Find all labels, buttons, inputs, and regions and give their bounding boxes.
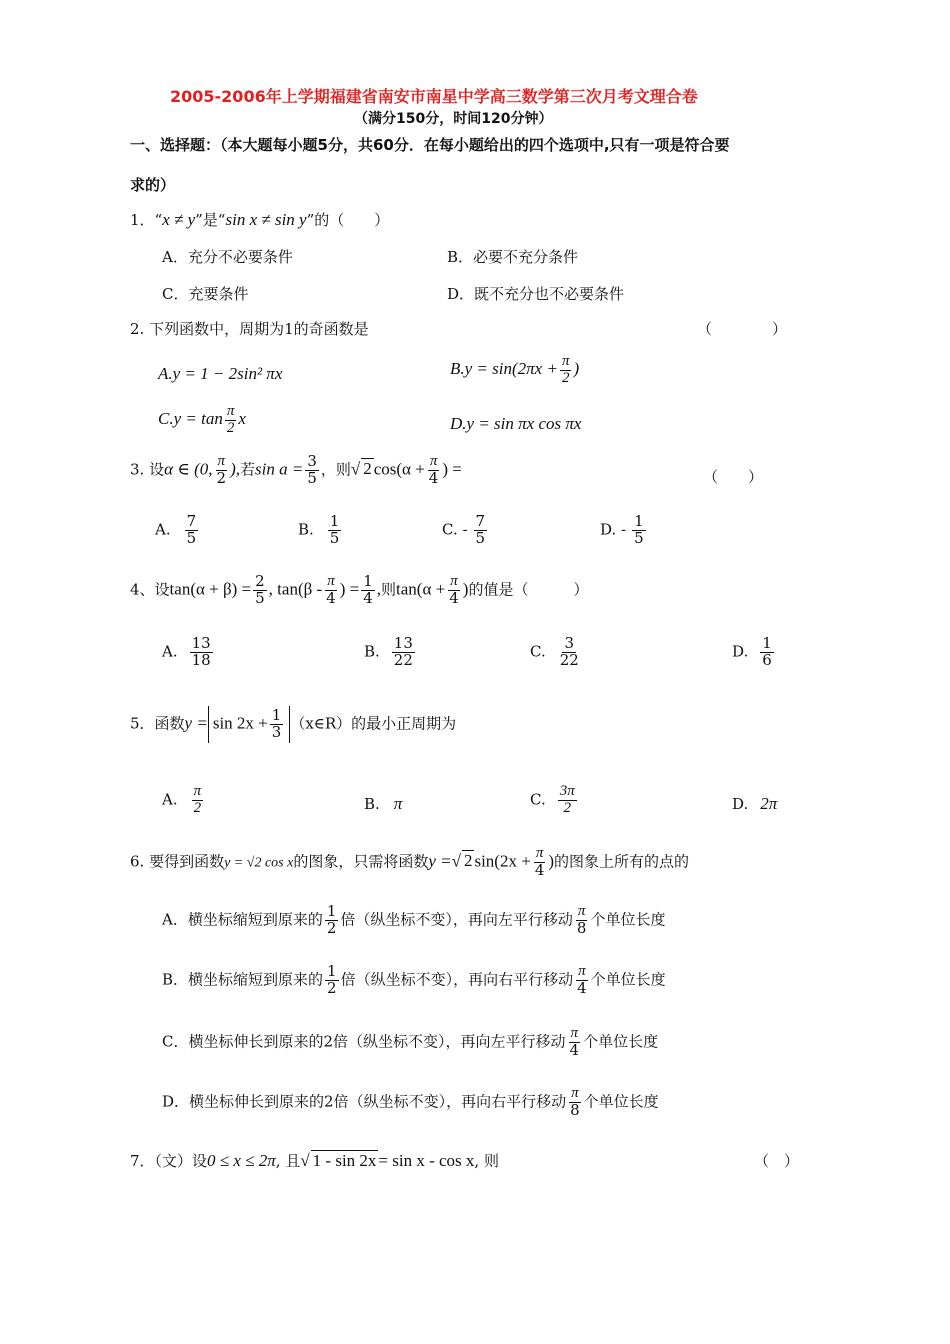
q5-option-c: C. $\frac{3\pi}{2}$ [530,783,575,816]
question-5: 5．函数y = sin 2x + $\frac{1}{3}$ （x∈R）的最小正周期为 [130,706,457,741]
fraction: $\frac{\pi}{8}$ [576,903,587,937]
q6-option-c: C．横坐标伸长到原来的2倍（纵坐标不变），再向左平行移动 $\frac{\pi}{4}$ 个单位长度 [162,1025,659,1059]
fraction: $\frac{1}{4}$ [363,572,373,607]
fraction: $\frac{1}{2}$ [326,902,337,937]
section-heading-line1: 一、选择题：（本大题每小题5分，共60分．在每小题给出的四个选项中,只有一项是符合要 [130,136,730,154]
fraction: $\frac{1}{5}$ [329,512,340,547]
question-3: 3. 设α ∈ (0, $\frac{\pi}{2}$ ),若sin a = $\frac{3}{5}$ ，则√ 2 cos(α + $\frac{\pi}{4}$ ) = [130,452,462,487]
q3-option-a: A. $\frac{7}{5}$ [155,512,197,547]
question-2: 2. 下列函数中，周期为1的奇函数是 [130,320,369,338]
fraction: $\frac{\pi}{4}$ [449,573,459,607]
fraction: $\frac{7}{5}$ [186,512,197,547]
fraction: $\frac{13}{22}$ [393,634,413,669]
fraction: $\frac{3}{22}$ [559,634,579,669]
q3-option-b: B. $\frac{1}{5}$ [298,512,340,547]
fraction: $\frac{\pi}{4}$ [326,573,336,607]
q4-option-d: D. $\frac{1}{6}$ [732,634,772,669]
q1-math-2: sin x ≠ sin y [225,210,307,229]
page-subtitle: （满分150分，时间120分钟） [354,111,553,127]
q4-option-c: C. $\frac{3}{22}$ [530,634,579,669]
fraction: $\frac{\pi}{2}$ [216,453,227,487]
fraction: $\frac{\pi}{2}$ [226,403,235,436]
question-4: 4、设tan(α + β) = $\frac{2}{5}$ , tan(β - $\frac{\pi}{4}$ ) = $\frac{1}{4}$ ,则tan(α + $\frac{\pi}{4}$ )的值是（ ） [130,572,589,607]
fraction: $\frac{1}{5}$ [634,512,644,547]
page-title: 2005-2006年上学期福建省南安市南星中学高三数学第三次月考文理合卷 [170,87,698,106]
q3-answer-paren: （ ） [703,468,764,486]
q2-option-a: A.y = 1 − 2sin² πx [158,364,283,383]
q5-option-a: A. $\frac{\pi}{2}$ [162,783,202,816]
q2-answer-paren: （ ） [697,320,788,338]
sqrt: 2 [463,851,473,871]
q3-option-c: C. - $\frac{7}{5}$ [442,512,486,547]
fraction: $\frac{\pi}{2}$ [193,783,202,816]
q6-option-b: B．横坐标缩短到原来的 $\frac{1}{2}$ 倍（纵坐标不变），再向右平行移动 $\frac{\pi}{4}$ 个单位长度 [162,962,666,997]
absolute-value: sin 2x + $\frac{1}{3}$ [208,706,290,743]
q4-option-a: A. $\frac{13}{18}$ [162,634,211,669]
fraction: $\frac{\pi}{4}$ [534,845,545,879]
q2-option-d: D.y = sin πx cos πx [450,414,582,433]
fraction: $\frac{2}{5}$ [255,572,265,607]
question-1: 1．“x ≠ y”是“sin x ≠ sin y”的（ ） [130,210,390,229]
q1-option-d: D．既不充分也不必要条件 [447,285,625,303]
q6-option-d: D．横坐标伸长到原来的2倍（纵坐标不变），再向右平行移动 $\frac{\pi}{8}$ 个单位长度 [162,1085,659,1119]
fraction: $\frac{3}{5}$ [307,452,317,487]
q1-math-1: x ≠ y [162,210,196,229]
q2-option-b: B.y = sin(2πx + $\frac{\pi}{2}$ ) [450,353,580,386]
fraction: $\frac{\pi}{4}$ [428,453,439,487]
q3-option-d: D. - $\frac{1}{5}$ [600,512,644,547]
fraction: $\frac{\pi}{2}$ [561,353,570,386]
q6-option-a: A．横坐标缩短到原来的 $\frac{1}{2}$ 倍（纵坐标不变），再向左平行移动 $\frac{\pi}{8}$ 个单位长度 [162,902,666,937]
q4-option-b: B. $\frac{13}{22}$ [364,634,413,669]
fraction: $\frac{1}{2}$ [327,962,337,997]
fraction: $\frac{13}{18}$ [191,634,211,669]
fraction: $\frac{7}{5}$ [475,512,486,547]
q2-option-c: C.y = tan $\frac{\pi}{2}$ x [158,403,246,436]
fraction: $\frac{\pi}{4}$ [577,963,587,997]
fraction: $\frac{1}{3}$ [271,706,282,741]
q1-option-a: A．充分不必要条件 [162,248,293,266]
sqrt: 1 - sin 2x [312,1151,377,1170]
sqrt: 2 [363,459,372,479]
question-7: 7．（文）设0 ≤ x ≤ 2π, 且√ 1 - sin 2x = sin x - cos x, 则 [130,1151,499,1170]
q1-option-b: B．必要不充分条件 [447,248,579,266]
q1-option-c: C．充要条件 [162,285,249,303]
fraction: $\frac{1}{6}$ [762,634,772,669]
q7-answer-paren: （ ） [754,1152,800,1170]
q5-option-d: D. 2π [732,794,778,813]
fraction: $\frac{3\pi}{2}$ [559,783,575,816]
question-6: 6. 要得到函数y = √2 cos x的图象，只需将函数y =√ 2 sin(2x + $\frac{\pi}{4}$ )的图象上所有的点的 [130,845,690,879]
q5-option-b: B. π [364,794,403,813]
section-heading-line2: 求的） [130,176,176,194]
fraction: $\frac{\pi}{4}$ [569,1025,580,1059]
fraction: $\frac{\pi}{8}$ [570,1085,580,1119]
